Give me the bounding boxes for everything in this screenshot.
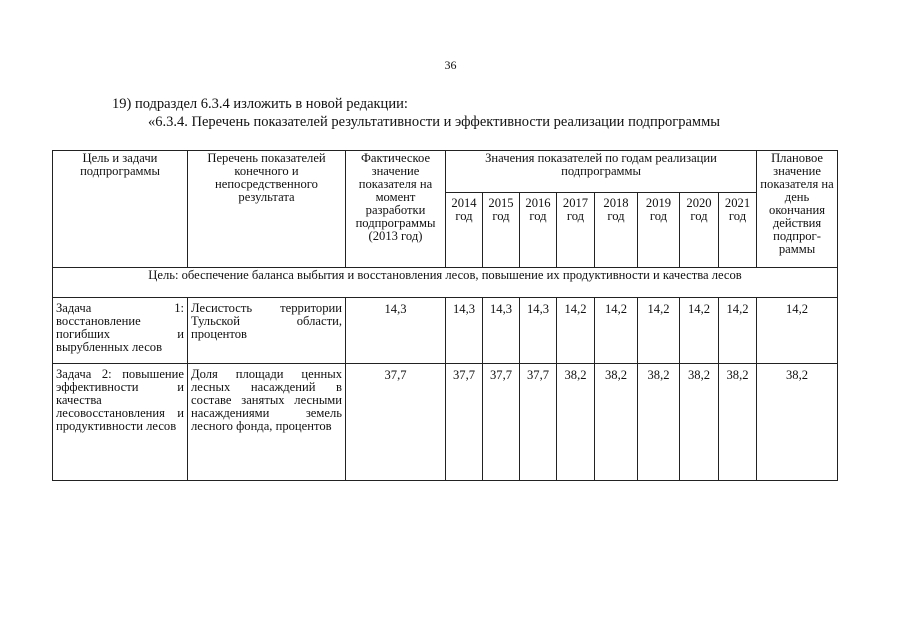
year-value-cell: 14,2 <box>638 298 680 364</box>
year-value-cell: 37,7 <box>520 364 557 481</box>
header-year: 2017 год <box>557 193 595 268</box>
goal-row: Цель: обеспечение баланса выбытия и восстановления лесов, повышение их продуктивности и качества лесов <box>53 268 838 298</box>
section-heading: «6.3.4. Перечень показателей результативности и эффективности реализации подпрограммы <box>148 114 721 130</box>
year-value-cell: 37,7 <box>446 364 483 481</box>
header-year: 2020 год <box>680 193 719 268</box>
header-indicators: Перечень показателей конечного и непосредственного результата <box>188 151 346 268</box>
header-year: 2021 год <box>719 193 757 268</box>
year-value-cell: 14,3 <box>446 298 483 364</box>
year-value-cell: 14,3 <box>483 298 520 364</box>
actual-value-cell: 14,3 <box>346 298 446 364</box>
year-value-cell: 14,2 <box>719 298 757 364</box>
planned-value-cell: 38,2 <box>757 364 838 481</box>
indicator-cell: Доля площади ценных лесных насаждений в составе занятых лесными насаждениями земель лесного фонда, процентов <box>188 364 346 481</box>
header-years-group: Значения показателей по годам реализации подпрограммы <box>446 151 757 193</box>
header-year: 2019 год <box>638 193 680 268</box>
year-value-cell: 14,2 <box>595 298 638 364</box>
table-row <box>53 364 838 481</box>
year-value-cell: 14,3 <box>520 298 557 364</box>
year-value-cell: 14,2 <box>557 298 595 364</box>
task-cell: Задача 2: повышение эффективности и качества лесовосстановления и продуктивности лесов <box>53 364 188 481</box>
year-value-cell: 38,2 <box>680 364 719 481</box>
header-year: 2016 год <box>520 193 557 268</box>
task-cell: Задача 1: восстановление погибших и вырубленных лесов <box>53 298 188 364</box>
header-year: 2015 год <box>483 193 520 268</box>
year-value-cell: 14,2 <box>680 298 719 364</box>
year-value-cell: 38,2 <box>557 364 595 481</box>
planned-value-cell: 14,2 <box>757 298 838 364</box>
page-number: 36 <box>444 58 457 72</box>
year-value-cell: 37,7 <box>483 364 520 481</box>
header-actual-value: Фактическое значение показателя на момент разработки подпрограммы (2013 год) <box>346 151 446 268</box>
header-goal-tasks: Цель и задачи подпрограммы <box>53 151 188 268</box>
intro-line: 19) подраздел 6.3.4 изложить в новой редакции: <box>112 96 408 112</box>
header-year: 2014 год <box>446 193 483 268</box>
actual-value-cell: 37,7 <box>346 364 446 481</box>
year-value-cell: 38,2 <box>638 364 680 481</box>
year-value-cell: 38,2 <box>719 364 757 481</box>
table-row <box>53 298 838 364</box>
header-year: 2018 год <box>595 193 638 268</box>
year-value-cell: 38,2 <box>595 364 638 481</box>
header-planned-value: Плановое значение показателя на день окончания действия подпрог-раммы <box>757 151 838 268</box>
indicators-table <box>52 150 838 481</box>
indicator-cell: Лесистость территории Тульской области, процентов <box>188 298 346 364</box>
